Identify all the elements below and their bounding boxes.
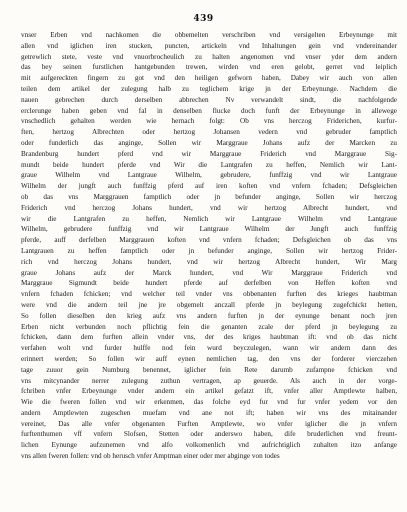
text-line: ob das vns Marggrauen famptlich oder jn befunder anginge, Sollen wir herczog (21, 192, 397, 201)
text-line: lichen Eynunge aufzunemen vnd alfo volkomenlich vnd aufrichtiglich zuhalten itzo anfange (21, 441, 397, 450)
text-line: vns allen fweren follen: vnd ob herusch vnfer Amptman einer oder mer abginge von todes (21, 452, 280, 461)
text-line: Marggraue Sigmundt beide hundert pferde auf derfelben von Heffen koften vnd (21, 279, 397, 288)
body-text (21, 30, 397, 462)
text-line: rich vnd herczog Johans hundert, vnd wir hertzog Albrecht hundert, Wir Marg (21, 257, 397, 266)
text-line: erinnert werden; So follen wir auff eynen nemlichen tag, den vns der forderer vierczehen (21, 354, 397, 363)
text-line: Erben nicht verbunden noch pflichtig fein die genanten zcale der pferd jn beylegung zu (21, 322, 397, 331)
text-line: ften, hertzog Albrechten oder hertzog Johansen vedern vnd gebruder famptlich (21, 128, 397, 137)
text-line: So follen dieselben den krieg aufz vns andern furften jn der eynunge benant noch jren (21, 311, 397, 320)
text-line: fchriben vnfer Erbeynunge vnder andern ein artikel gefatzt ift, vnfer aller Amptlewte halben, (21, 387, 397, 396)
text-line: allen vnd iglichen iren stucken, puncten, artickeln vnd Inhaltungen gein vnd vndereinander (21, 41, 397, 50)
text-line: oder funderlich das anginge, Sollen wir Marggraue Johans aufz der Marcken zu (21, 138, 397, 147)
text-line: Friderich vnd herczog Johans hundert, vnd wir hertzog Albrecht hundert, vnd (21, 203, 397, 212)
text-line: vns mitcynander nerrer zulegung zuthun vertragen, ap geuerde. Als auch in der vorge- (21, 376, 397, 385)
text-line: verfahen wolt vnd furder hulffe nod fein wurd beyczulegen, wann wir andern dann des (21, 344, 397, 353)
text-line: graue Johans aufz der Marck hundert, vnd Wir Marggraue Friderich vnd (21, 268, 397, 277)
text-line: graue Wilhelm vnd Lantgraue Wilhelm, gebrudere, funffzig vnd wir Lantgraue (21, 171, 397, 180)
page-number: 439 (193, 14, 214, 24)
text-line: getrewlich stete, veste vnd vnuorbrocheulich zu halten angenomen vnd vnser yder dem andern (21, 52, 397, 61)
text-line: Brandenburg hundert pferd vnd wir Marggraue Friderich vnd Marggraue Sig- (21, 149, 397, 158)
text-line: Lantgrauen zu heffen famptlich oder jn befunder anginge, Sollen wir hertzog Frider- (21, 246, 397, 255)
text-line: fchicken, dann dem furften allein vnder vns, der des kriges haubtman ift: vnd ob das nicht (21, 333, 397, 342)
text-line: erclerunge haben geben vnd fal in denselben flucke doch funft der Erbeynunge in allewege (21, 106, 397, 115)
text-line: nauen gebrechen durch derselben abbrechen Nv verwandelt sindt, die nachfolgende (21, 95, 397, 104)
text-line: vnfern fchaden fchicken; vnd welcher teil vnder vns obbenanten furften des krieges haubtman (21, 290, 397, 299)
text-line: mundt beide hundert pferde vnd Wir die Lantgrafen zu heffen, Nemlich wir Lant- (21, 160, 397, 169)
text-line: mit aufgereckten fingern zu got vnd den heiligen gefworn haben, Dabey wir auch von allen (21, 74, 397, 83)
text-line: furftenthumen vff vnfern Slofsen, Stetten oder anderswo haben, dife bruderlichen vnd freunt- (21, 430, 397, 439)
text-line: teilen dem artikel der zulegung halb zu teglichem krige jn der Erbeynunge. Nachdem die (21, 84, 397, 93)
text-line: Wie die fweren follen vnd wir erkenmen, das folche eyd fur vnd fur vnfer yedem vor den (21, 398, 397, 407)
text-line: vnser Erben vnd nachkomen die obbemelten verschriben vnd versigelten Erbeynunge mit (21, 31, 397, 39)
text-line: were vnd die andern teil jne jre obgemelt anczall pferde jn beylegung zugefchickt hetten, (21, 300, 397, 309)
text-line: vnschedlich gehalten werden wie hernach folgt: Ob vns herczog Friderichen, kurfur- (21, 117, 397, 126)
text-line: vereinet, Das alle vnfer obgenanten Furften Amptlewte, wo vnfer iglicher die jn vnfern (21, 419, 397, 428)
text-line: tage zuuor gein Numburg benennet, iglicher fein Rete darumb zufampne fchicken vnd (21, 365, 397, 374)
text-line: Wilhelm der jungft auch funffzig pferd auf iren koften vnd vnfern fchaden; Defsgleichen (21, 182, 397, 191)
text-line: pferde, auff derfelben Marggrauen koften vnd vnfern fchaden; Defsgleichen ob das vns (21, 236, 397, 245)
text-line: wir die Lantgrafen zu heffen, Nemlich wir Lantgraue Wilhelm vnd Lantgraue (21, 214, 397, 223)
text-line: Wilhelm, gebrudere funffzig vnd wir Lantgraue Wilhelm der Jungft auch funffzig (21, 225, 397, 234)
text-line: das bey seinen furstlichen hantgebunden trewen, wirden vnd eren gelobt, gerret vnd leiplich (21, 63, 397, 72)
text-line: andern Amptlewten zugeschen muefam vnd ane not ift; haben wir vns des mitainander (21, 408, 397, 417)
